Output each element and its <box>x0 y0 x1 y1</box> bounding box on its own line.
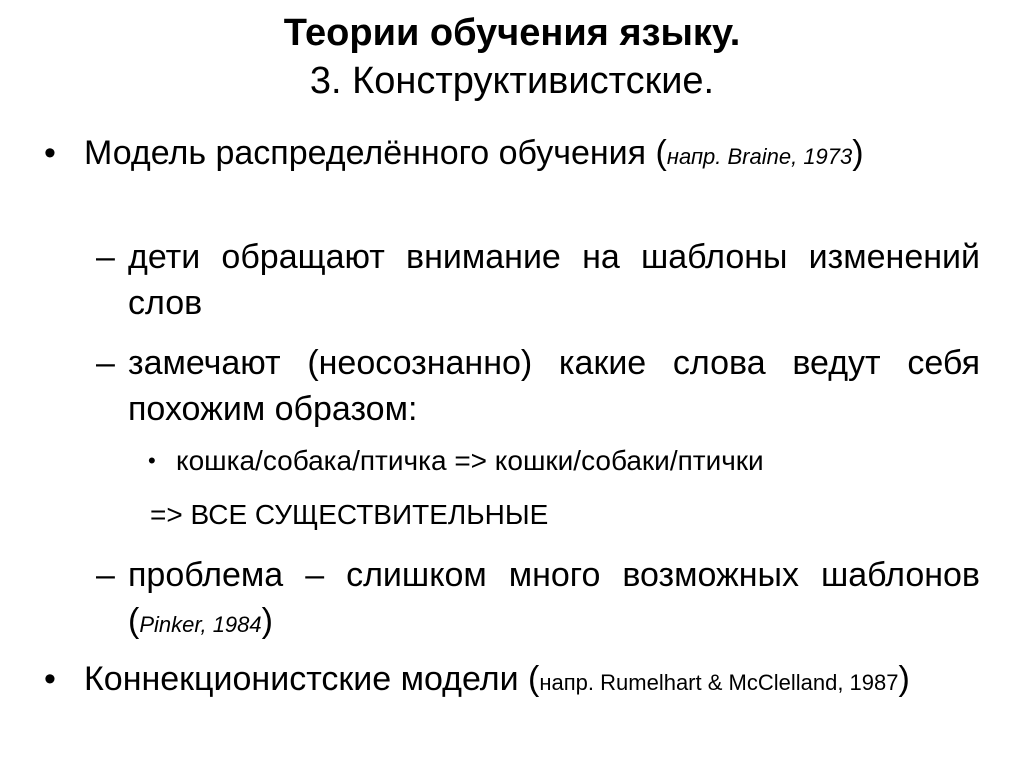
subitem-main-text: проблема – слишком много возможных шаблонов <box>128 556 980 594</box>
title-sub: 3. Конструктивистские. <box>309 60 715 102</box>
subitem-too-many-patterns <box>0 552 1024 644</box>
citation-text: напр. Rumelhart & McClelland, 1987 <box>539 670 899 695</box>
dash-marker: – <box>96 556 115 594</box>
subitem-text: дети обращают внимание на шаблоны изменений слов <box>128 238 980 322</box>
bullet-marker: • <box>44 134 56 172</box>
subitem-text: замечают (неосознанно) какие слова ведут себя похожим образом: <box>128 344 980 428</box>
title-main: Теории обучения языку. <box>283 12 741 54</box>
example-plural-forms <box>0 444 1024 478</box>
bullet-distributed-learning-model <box>0 128 1024 228</box>
citation-close-paren: ) <box>261 602 273 640</box>
citation-open-paren: ( <box>128 602 140 640</box>
dash-marker: – <box>96 344 115 382</box>
bullet-main-text: Коннекционистские модели <box>84 660 529 698</box>
example-conclusion-text: => ВСЕ СУЩЕСТВИТЕЛЬНЫЕ <box>150 499 549 530</box>
citation-text: Pinker, 1984 <box>139 612 262 637</box>
subitem-text <box>128 552 980 648</box>
example-conclusion <box>0 498 1024 532</box>
citation-open-paren: ( <box>528 660 540 698</box>
subitem-word-change-patterns <box>0 234 1024 326</box>
subitem-similar-words <box>0 340 1024 432</box>
slide-title <box>0 8 1024 104</box>
bullet-text <box>84 654 980 708</box>
bullet-marker: • <box>44 660 56 698</box>
small-bullet-marker: • <box>148 448 156 473</box>
citation-close-paren: ) <box>898 660 910 698</box>
citation-close-paren: ) <box>852 134 864 172</box>
citation-text: напр. Braine, 1973 <box>666 144 853 169</box>
bullet-main-text: Модель распределённого обучения <box>84 134 656 172</box>
bullet-connectionist-models <box>0 654 1024 754</box>
bullet-text <box>84 128 980 182</box>
citation-open-paren: ( <box>655 134 667 172</box>
dash-marker: – <box>96 238 115 276</box>
example-text: кошка/собака/птичка => кошки/собаки/птички <box>176 445 764 476</box>
